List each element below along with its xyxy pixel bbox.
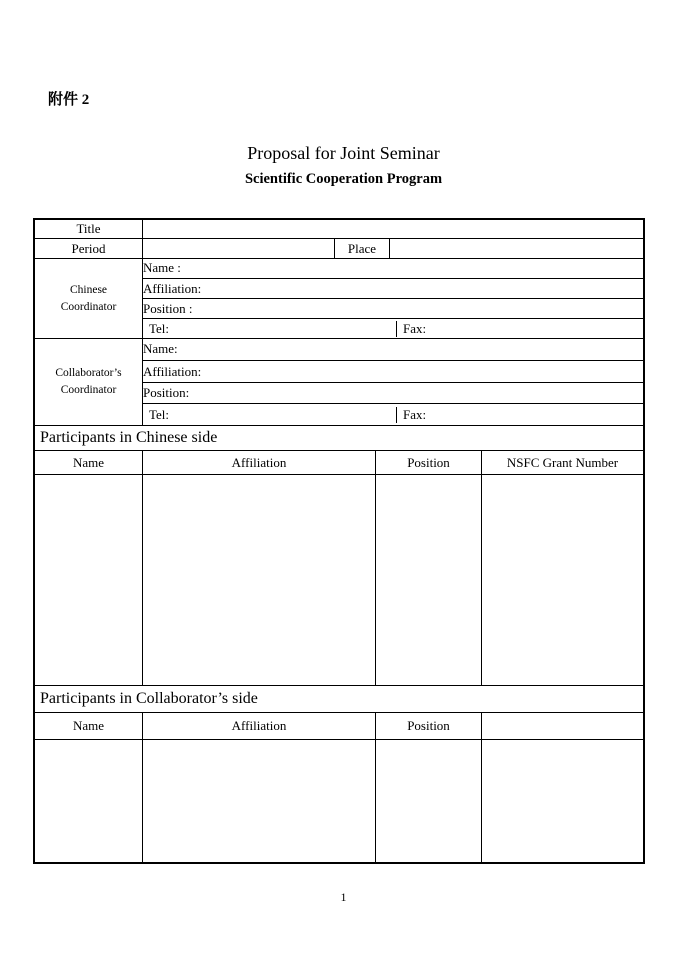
chinese-affiliation-label: Affiliation:	[143, 280, 202, 296]
chinese-position-field[interactable]	[143, 299, 643, 319]
collaborator-coordinator-block	[35, 339, 643, 426]
chinese-position-label: Position :	[143, 300, 193, 316]
chinese-affiliation-field[interactable]	[143, 279, 643, 300]
collaborator-participants-extra-cell[interactable]	[482, 740, 643, 862]
chinese-participants-col-affiliation: Affiliation	[143, 451, 376, 474]
collaborator-participants-name-cell[interactable]	[35, 740, 143, 862]
collaborator-position-label: Position:	[143, 385, 190, 401]
collaborator-coordinator-label-line1: Collaborator’s	[55, 367, 122, 380]
collaborator-participants-header-row	[35, 713, 643, 740]
chinese-participants-nsfc-cell[interactable]	[482, 475, 643, 685]
chinese-coordinator-label	[35, 259, 143, 338]
chinese-fax-field[interactable]	[397, 321, 643, 337]
collaborator-participants-affiliation-cell[interactable]	[143, 740, 376, 862]
collaborator-participants-col-position: Position	[376, 713, 482, 739]
attachment-label: 附件 2	[48, 92, 90, 108]
chinese-coordinator-label-line1: Chinese	[69, 283, 108, 296]
collaborator-affiliation-field[interactable]	[143, 361, 643, 384]
collaborator-coordinator-label	[35, 339, 143, 425]
period-label: Period	[35, 239, 143, 258]
collaborator-coordinator-label-line2: Coordinator	[60, 384, 117, 396]
chinese-participants-name-cell[interactable]	[35, 475, 143, 685]
chinese-tel-fax-row	[143, 319, 643, 338]
period-row	[35, 239, 643, 259]
chinese-tel-label: Tel:	[149, 320, 170, 336]
period-value-field[interactable]	[143, 239, 335, 258]
chinese-coordinator-fields	[143, 259, 643, 338]
chinese-tel-field[interactable]	[143, 321, 397, 337]
proposal-form-table	[33, 218, 645, 864]
chinese-participants-entry-area	[35, 475, 643, 686]
chinese-fax-label: Fax:	[403, 320, 427, 336]
chinese-participants-header-row	[35, 451, 643, 475]
chinese-participants-col-name: Name	[35, 451, 143, 474]
collaborator-participants-col-name: Name	[35, 713, 143, 739]
document-title: Proposal for Joint Seminar	[247, 143, 440, 163]
title-row	[35, 220, 643, 239]
collaborator-participants-section-title: Participants in Collaborator’s side	[35, 686, 643, 713]
collaborator-participants-col-affiliation: Affiliation	[143, 713, 376, 739]
collaborator-participants-position-cell[interactable]	[376, 740, 482, 862]
document-subtitle: Scientific Cooperation Program	[244, 171, 443, 187]
chinese-name-field[interactable]	[143, 259, 643, 279]
chinese-coordinator-label-line2: Coordinator	[60, 300, 117, 313]
page-number: 1	[340, 890, 347, 904]
chinese-participants-col-nsfc: NSFC Grant Number	[506, 454, 619, 470]
place-label: Place	[335, 239, 390, 258]
collaborator-name-label: Name:	[143, 341, 178, 357]
title-label: Title	[35, 220, 143, 238]
chinese-participants-section-title: Participants in Chinese side	[35, 426, 643, 451]
collaborator-fax-field[interactable]	[397, 407, 643, 423]
title-value-field[interactable]	[143, 220, 643, 238]
collaborator-tel-fax-row	[143, 404, 643, 425]
collaborator-name-field[interactable]	[143, 339, 643, 361]
place-value-field[interactable]	[390, 239, 643, 258]
collaborator-position-field[interactable]	[143, 383, 643, 404]
chinese-coordinator-block	[35, 259, 643, 339]
collaborator-tel-field[interactable]	[143, 407, 397, 423]
collaborator-affiliation-label: Affiliation:	[143, 363, 202, 379]
collaborator-coordinator-fields	[143, 339, 643, 425]
collaborator-participants-col-blank	[482, 713, 643, 739]
collaborator-tel-label: Tel:	[149, 406, 170, 422]
chinese-participants-col-position: Position	[376, 451, 482, 474]
collaborator-fax-label: Fax:	[403, 406, 427, 422]
collaborator-participants-entry-area	[35, 740, 643, 862]
chinese-participants-affiliation-cell[interactable]	[143, 475, 376, 685]
chinese-name-label: Name :	[143, 260, 181, 276]
chinese-participants-position-cell[interactable]	[376, 475, 482, 685]
